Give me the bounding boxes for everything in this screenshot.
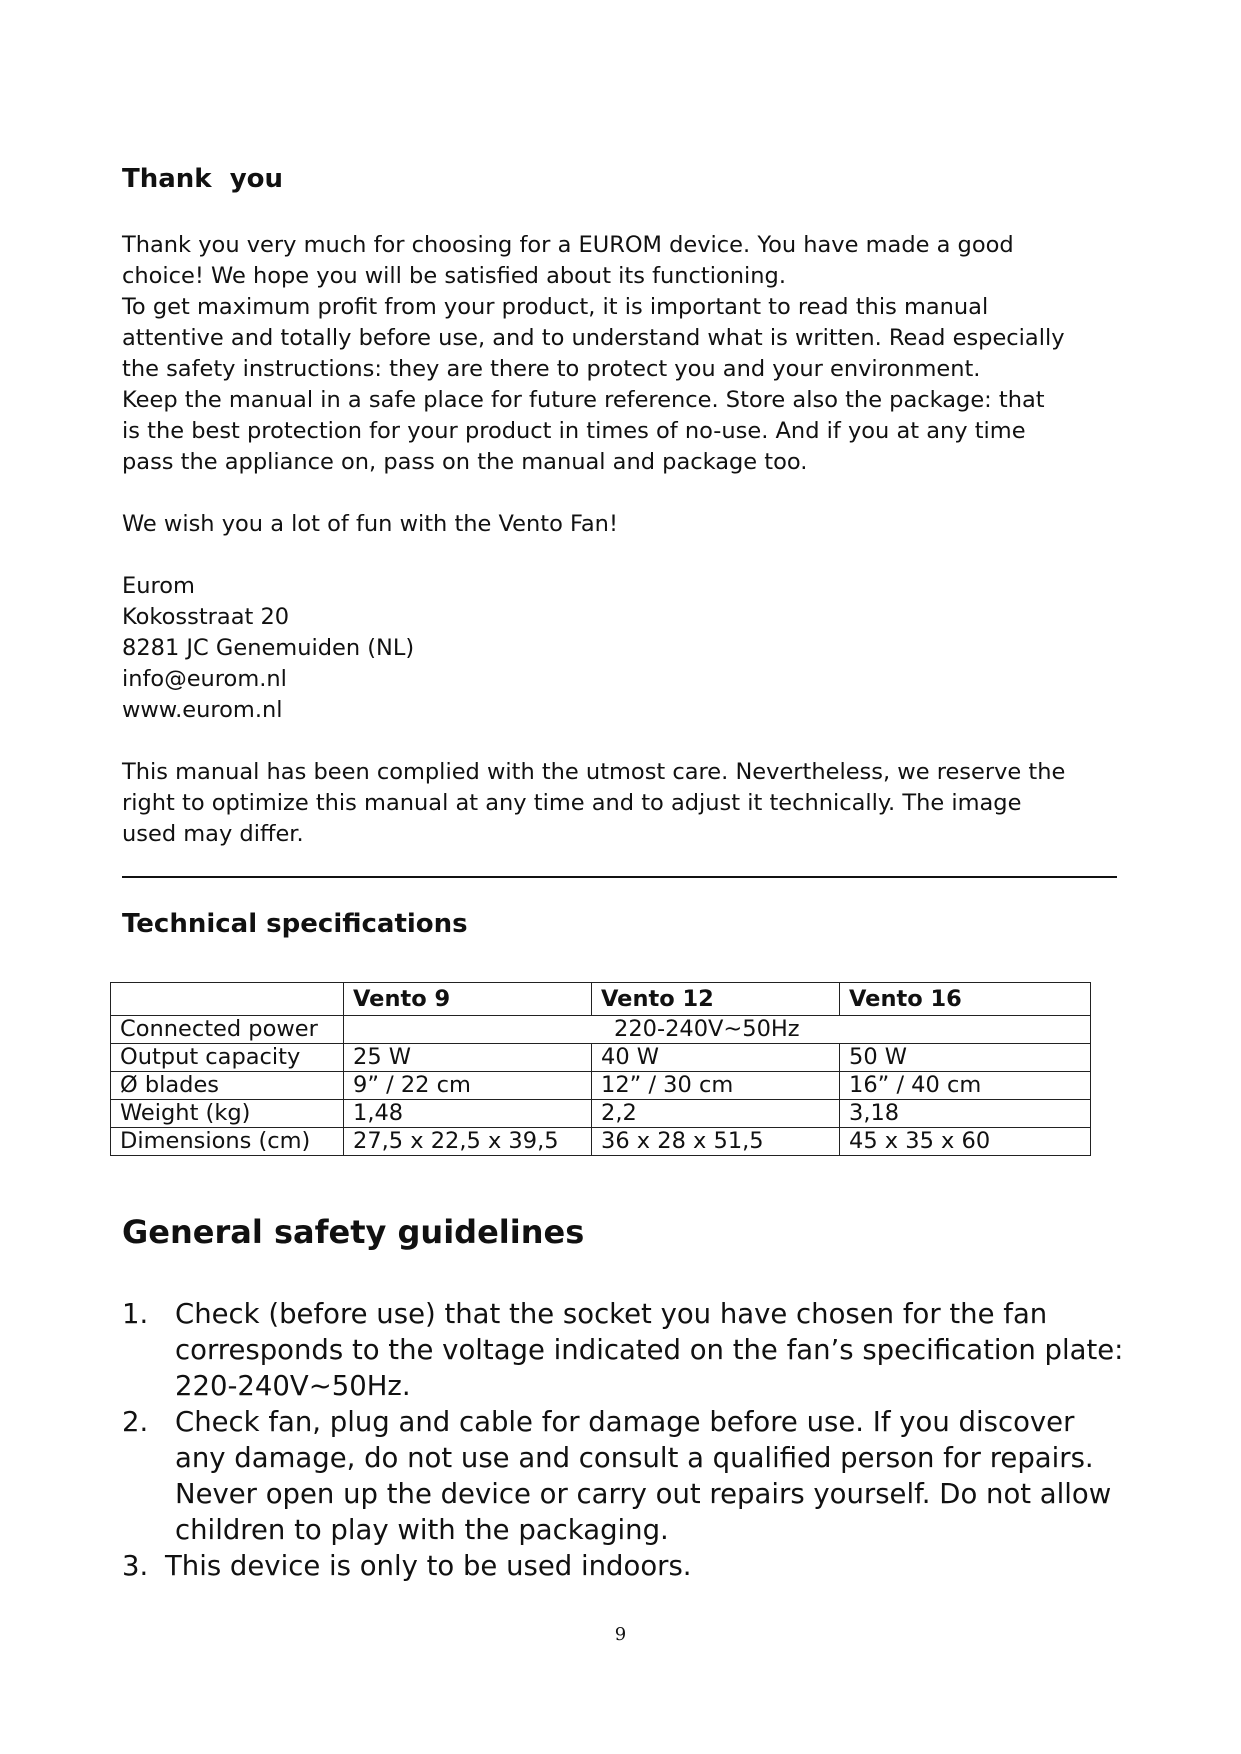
list-item (122, 1548, 1142, 1584)
row-label: Connected power (111, 1016, 344, 1044)
table-cell: 16” / 40 cm (840, 1072, 1091, 1100)
postal-city: 8281 JC Genemuiden (NL) (122, 635, 415, 661)
text-line: Check fan, plug and cable for damage before use. If you discover (175, 1406, 1075, 1438)
header-cell-empty (111, 983, 344, 1016)
text-line: the safety instructions: they are there to protect you and your environment. (122, 356, 981, 382)
header-cell-vento-16: Vento 16 (840, 983, 1091, 1016)
table-cell: 40 W (592, 1044, 840, 1072)
website-address: www.eurom.nl (122, 697, 283, 723)
safety-heading: General safety guidelines (122, 1213, 585, 1251)
table-cell: 45 x 35 x 60 (840, 1128, 1091, 1156)
table-cell: 1,48 (344, 1100, 592, 1128)
email-address: info@eurom.nl (122, 666, 287, 692)
connected-power-value: 220-240V~50Hz (344, 1016, 1091, 1044)
table-header-row (111, 983, 1091, 1016)
table-row (111, 1044, 1091, 1072)
text-line: Keep the manual in a safe place for future reference. Store also the package: that (122, 387, 1045, 413)
table-cell: 25 W (344, 1044, 592, 1072)
table-cell: 27,5 x 22,5 x 39,5 (344, 1128, 592, 1156)
thank-you-paragraph (122, 230, 1142, 478)
row-label: Weight (kg) (111, 1100, 344, 1128)
table-cell: 50 W (840, 1044, 1091, 1072)
text-line: attentive and totally before use, and to understand what is written. Read especially (122, 325, 1065, 351)
table-row (111, 1072, 1091, 1100)
list-number: 1. (122, 1298, 149, 1330)
address-block (122, 571, 1142, 726)
list-item (122, 1404, 1142, 1548)
table-row (111, 1100, 1091, 1128)
tech-specs-heading: Technical specifications (122, 909, 468, 939)
text-line: any damage, do not use and consult a qualified person for repairs. (175, 1442, 1094, 1474)
text-line: used may differ. (122, 821, 304, 847)
text-line: pass the appliance on, pass on the manual and package too. (122, 449, 808, 475)
thank-you-heading: Thank you (122, 164, 284, 194)
text-line: This manual has been complied with the utmost care. Nevertheless, we reserve the (122, 759, 1066, 785)
table-cell: 9” / 22 cm (344, 1072, 592, 1100)
text-line: is the best protection for your product in times of no-use. And if you at any time (122, 418, 1026, 444)
section-divider (122, 876, 1117, 878)
wish-line (122, 509, 1142, 540)
header-cell-vento-9: Vento 9 (344, 983, 592, 1016)
text-line: 220-240V~50Hz. (175, 1370, 411, 1402)
header-cell-vento-12: Vento 12 (592, 983, 840, 1016)
text-line: Thank you very much for choosing for a EUROM device. You have made a good (122, 232, 1014, 258)
row-label: Dimensions (cm) (111, 1128, 344, 1156)
text-line: Never open up the device or carry out repairs yourself. Do not allow (175, 1478, 1112, 1510)
text-line: choice! We hope you will be satisfied about its functioning. (122, 263, 786, 289)
safety-list (122, 1296, 1142, 1584)
page-number: 9 (614, 1624, 627, 1645)
table-cell: 3,18 (840, 1100, 1091, 1128)
table-row (111, 1016, 1091, 1044)
list-number: 3. (122, 1550, 149, 1582)
disclaimer-paragraph (122, 757, 1142, 850)
text-line: children to play with the packaging. (175, 1514, 669, 1546)
text-line: This device is only to be used indoors. (165, 1550, 692, 1582)
street-address: Kokosstraat 20 (122, 604, 290, 630)
table-cell: 2,2 (592, 1100, 840, 1128)
specs-table (110, 982, 1091, 1156)
row-label: Ø blades (111, 1072, 344, 1100)
table-cell: 36 x 28 x 51,5 (592, 1128, 840, 1156)
list-item (122, 1296, 1142, 1404)
list-number: 2. (122, 1406, 149, 1438)
row-label: Output capacity (111, 1044, 344, 1072)
text-line: To get maximum profit from your product, it is important to read this manual (122, 294, 989, 320)
text-line: corresponds to the voltage indicated on the fan’s specification plate: (175, 1334, 1124, 1366)
text-line: We wish you a lot of fun with the Vento Fan! (122, 511, 618, 537)
text-line: Check (before use) that the socket you have chosen for the fan (175, 1298, 1048, 1330)
table-row (111, 1128, 1091, 1156)
text-line: right to optimize this manual at any time and to adjust it technically. The image (122, 790, 1022, 816)
table-cell: 12” / 30 cm (592, 1072, 840, 1100)
company-name: Eurom (122, 573, 195, 599)
